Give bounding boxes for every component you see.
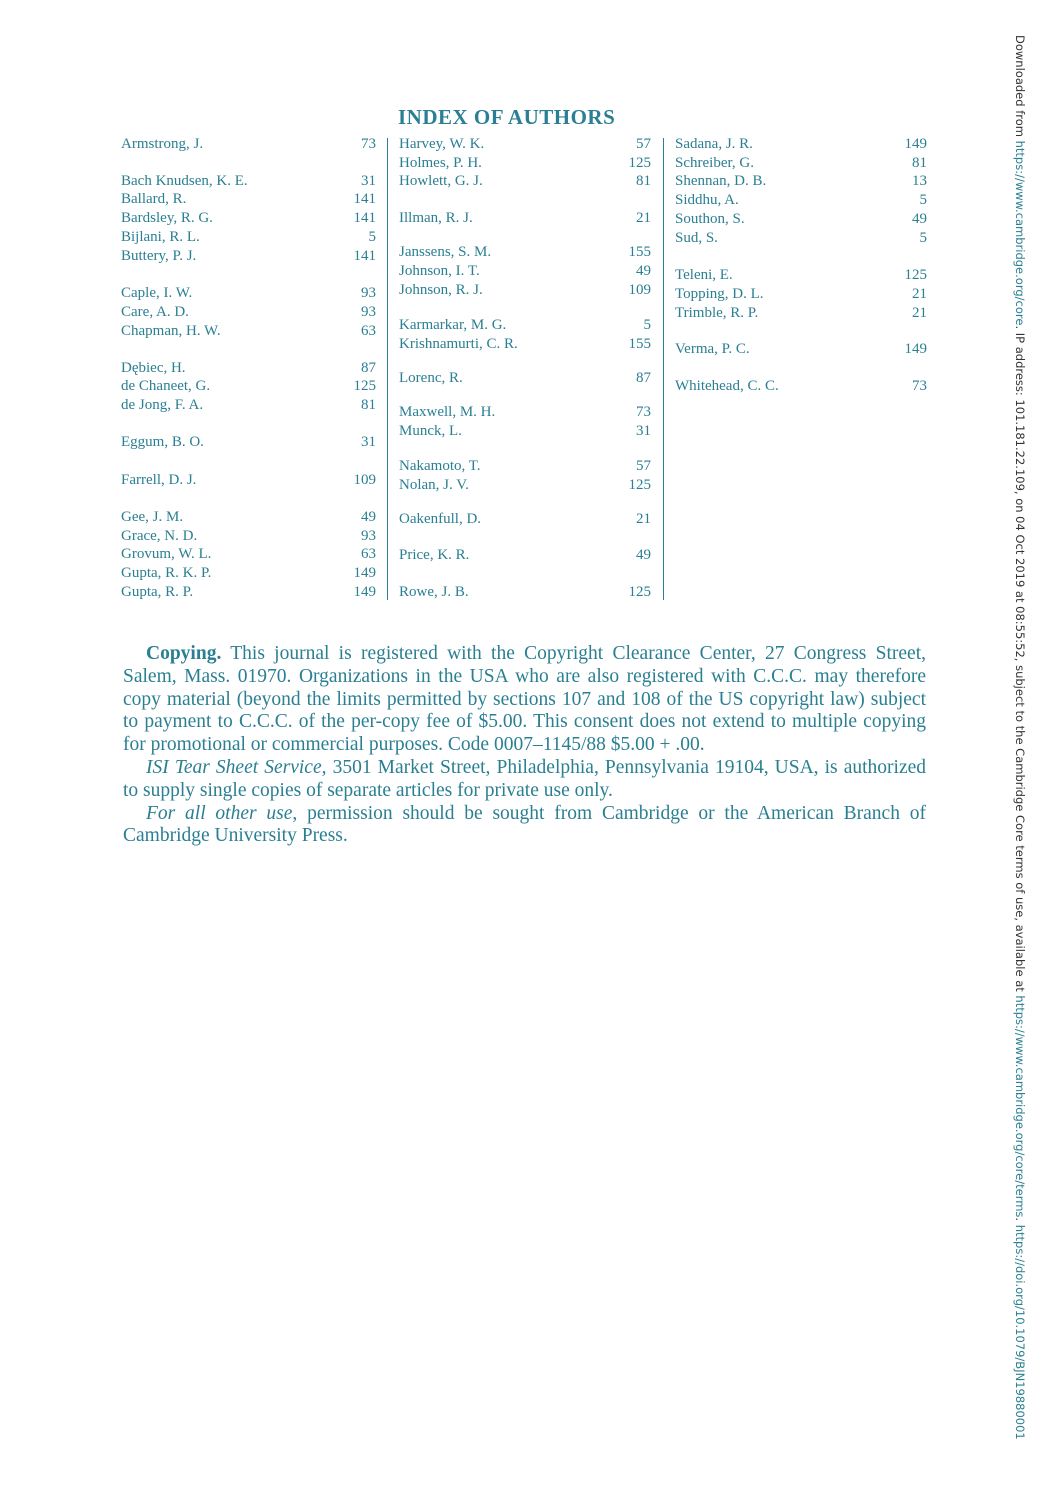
page-number: 21 xyxy=(912,305,927,321)
author-name: Johnson, I. T. xyxy=(399,263,480,279)
author-name: Bijlani, R. L. xyxy=(121,229,200,245)
page-number: 149 xyxy=(353,584,376,600)
index-entry xyxy=(121,508,376,527)
index-entry xyxy=(675,154,927,173)
index-entry xyxy=(399,154,651,173)
author-name: Maxwell, M. H. xyxy=(399,404,496,420)
author-name: Grovum, W. L. xyxy=(121,546,212,562)
index-entry xyxy=(399,243,651,262)
index-entry xyxy=(675,377,927,396)
page-number: 155 xyxy=(628,244,651,260)
download-watermark-text xyxy=(1013,35,1027,1440)
author-name: Johnson, R. J. xyxy=(399,282,483,298)
other-use-text: , permission should be sought from Cambridge or the American Branch of Cambridge University Press. xyxy=(123,802,926,847)
author-name: Grace, N. D. xyxy=(121,528,198,544)
author-name: Teleni, E. xyxy=(675,267,733,283)
author-name: Shennan, D. B. xyxy=(675,173,767,189)
index-entry xyxy=(675,229,927,248)
index-entry xyxy=(121,209,376,228)
watermark-prefix: Downloaded from xyxy=(1013,35,1027,141)
page-number: 73 xyxy=(912,378,927,394)
doi-link[interactable]: https://doi.org/10.1079/BJN19880001 xyxy=(1013,1224,1027,1440)
author-name: Sadana, J. R. xyxy=(675,136,753,152)
index-entry xyxy=(121,377,376,396)
index-entry xyxy=(675,191,927,210)
page-number: 93 xyxy=(361,528,376,544)
column-divider xyxy=(663,138,664,600)
page-number: 57 xyxy=(636,136,651,152)
author-name: Chapman, H. W. xyxy=(121,323,221,339)
page-number: 31 xyxy=(361,173,376,189)
page-number: 149 xyxy=(353,565,376,581)
page-number: 125 xyxy=(628,477,651,493)
page-number: 49 xyxy=(636,263,651,279)
index-entry xyxy=(675,304,927,323)
author-name: Bardsley, R. G. xyxy=(121,210,213,226)
copying-text: This journal is registered with the Copyright Clearance Center, 27 Congress Street, Salem, Mass. 01970. Organizations in the USA who are also registered with C.C.C. may therefore copy material (beyond the limits permitted by sections 107 and 108 of the US copyright law) subject to payment to C.C.C. of the per-copy fee of $5.00. This consent does not extend to multiple copying for promotional or commercial purposes. Code 0007–1145/88 $5.00 + .00. xyxy=(123,643,926,756)
page-number: 21 xyxy=(636,210,651,226)
author-name: Ballard, R. xyxy=(121,191,187,207)
author-name: Eggum, B. O. xyxy=(121,434,204,450)
page-number: 109 xyxy=(353,472,376,488)
page-number: 87 xyxy=(361,360,376,376)
author-name: Buttery, P. J. xyxy=(121,248,197,264)
page-number: 49 xyxy=(361,509,376,525)
index-entry xyxy=(399,510,651,529)
index-entry xyxy=(675,285,927,304)
page-number: 81 xyxy=(636,173,651,189)
author-name: Dębiec, H. xyxy=(121,360,186,376)
author-name: Janssens, S. M. xyxy=(399,244,492,260)
index-entry xyxy=(675,172,927,191)
other-use-paragraph xyxy=(123,803,926,849)
index-entry xyxy=(399,583,651,602)
page-number: 49 xyxy=(912,211,927,227)
index-entry xyxy=(399,172,651,191)
index-entry xyxy=(121,564,376,583)
index-entry xyxy=(675,266,927,285)
index-entry xyxy=(399,403,651,422)
index-entry xyxy=(399,281,651,300)
isi-text: , 3501 Market Street, Philadelphia, Pennsylvania 19104, USA, is authorized to supply single copies of separate articles for private use only. xyxy=(123,756,926,801)
page-number: 149 xyxy=(904,136,927,152)
page-number: 73 xyxy=(636,404,651,420)
author-name: Illman, R. J. xyxy=(399,210,473,226)
page-number: 125 xyxy=(628,155,651,171)
author-name: Whitehead, C. C. xyxy=(675,378,779,394)
index-entry xyxy=(121,527,376,546)
index-entry xyxy=(399,335,651,354)
author-name: Farrell, D. J. xyxy=(121,472,197,488)
page-title: INDEX OF AUTHORS xyxy=(398,105,616,129)
page-number: 81 xyxy=(361,397,376,413)
author-name: de Chaneet, G. xyxy=(121,378,211,394)
author-name: Karmarkar, M. G. xyxy=(399,317,507,333)
index-entry xyxy=(675,340,927,359)
author-name: Topping, D. L. xyxy=(675,286,764,302)
page-number: 5 xyxy=(919,192,927,208)
page-number: 73 xyxy=(361,136,376,152)
author-name: Schreiber, G. xyxy=(675,155,754,171)
author-name: Oakenfull, D. xyxy=(399,511,482,527)
author-name: Armstrong, J. xyxy=(121,136,204,152)
author-name: Nakamoto, T. xyxy=(399,458,481,474)
author-name: Siddhu, A. xyxy=(675,192,739,208)
page-number: 141 xyxy=(353,210,376,226)
author-name: Krishnamurti, C. R. xyxy=(399,336,518,352)
author-name: Lorenc, R. xyxy=(399,370,463,386)
page-number: 93 xyxy=(361,285,376,301)
index-entry xyxy=(399,457,651,476)
author-name: Munck, L. xyxy=(399,423,462,439)
index-entry xyxy=(121,303,376,322)
index-entry xyxy=(121,284,376,303)
page-number: 125 xyxy=(628,584,651,600)
page-number: 31 xyxy=(636,423,651,439)
author-name: Southon, S. xyxy=(675,211,745,227)
index-entry xyxy=(121,583,376,602)
page-number: 109 xyxy=(628,282,651,298)
author-name: Verma, P. C. xyxy=(675,341,750,357)
page-number: 49 xyxy=(636,547,651,563)
download-watermark xyxy=(1013,35,1027,1465)
page-number: 5 xyxy=(368,229,376,245)
index-entry xyxy=(121,172,376,191)
cambridge-core-link[interactable]: https://www.cambridge.org/core xyxy=(1013,140,1027,326)
page-number: 13 xyxy=(912,173,927,189)
index-entry xyxy=(121,228,376,247)
author-name: Price, K. R. xyxy=(399,547,470,563)
author-name: Trimble, R. P. xyxy=(675,305,759,321)
author-name: Bach Knudsen, K. E. xyxy=(121,173,248,189)
isi-paragraph xyxy=(123,757,926,803)
author-name: Harvey, W. K. xyxy=(399,136,485,152)
index-entry xyxy=(399,369,651,388)
page-number: 63 xyxy=(361,546,376,562)
page-number: 81 xyxy=(912,155,927,171)
index-entry xyxy=(121,322,376,341)
author-name: Gee, J. M. xyxy=(121,509,184,525)
copyright-notice xyxy=(123,643,926,848)
watermark-middle: . IP address: 101.181.22.109, on 04 Oct 2019 at 08:55:52, subject to the Cambridge Core terms of use, available at xyxy=(1013,325,1027,996)
page-number: 125 xyxy=(904,267,927,283)
index-entry xyxy=(121,359,376,378)
author-name: Howlett, G. J. xyxy=(399,173,483,189)
other-use-heading: For all other use xyxy=(146,802,293,824)
index-entry xyxy=(675,135,927,154)
index-entry xyxy=(121,433,376,452)
index-entry xyxy=(399,209,651,228)
terms-link[interactable]: https://www.cambridge.org/core/terms xyxy=(1013,995,1027,1218)
index-entry xyxy=(399,316,651,335)
author-name: Sud, S. xyxy=(675,230,718,246)
watermark-sep: . xyxy=(1013,1217,1027,1225)
index-entry xyxy=(121,190,376,209)
page-number: 125 xyxy=(353,378,376,394)
page-number: 21 xyxy=(912,286,927,302)
copying-paragraph xyxy=(123,643,926,757)
index-entry xyxy=(121,135,376,154)
index-entry xyxy=(399,422,651,441)
author-name: Caple, I. W. xyxy=(121,285,193,301)
index-entry xyxy=(399,476,651,495)
author-name: Gupta, R. K. P. xyxy=(121,565,212,581)
copying-heading: Copying. xyxy=(146,643,222,664)
page-number: 93 xyxy=(361,304,376,320)
author-name: Gupta, R. P. xyxy=(121,584,194,600)
page-number: 155 xyxy=(628,336,651,352)
author-name: Holmes, P. H. xyxy=(399,155,482,171)
author-name: Rowe, J. B. xyxy=(399,584,469,600)
column-divider xyxy=(387,138,388,600)
page-number: 141 xyxy=(353,191,376,207)
page-number: 21 xyxy=(636,511,651,527)
isi-heading: ISI Tear Sheet Service xyxy=(146,756,322,778)
author-name: de Jong, F. A. xyxy=(121,397,204,413)
index-entry xyxy=(399,546,651,565)
index-entry xyxy=(675,210,927,229)
page-number: 63 xyxy=(361,323,376,339)
page-number: 5 xyxy=(643,317,651,333)
index-entry xyxy=(399,135,651,154)
index-entry xyxy=(121,471,376,490)
page-number: 141 xyxy=(353,248,376,264)
page-number: 31 xyxy=(361,434,376,450)
page-number: 57 xyxy=(636,458,651,474)
page-number: 149 xyxy=(904,341,927,357)
page-number: 87 xyxy=(636,370,651,386)
author-name: Nolan, J. V. xyxy=(399,477,469,493)
index-entry xyxy=(121,247,376,266)
index-entry xyxy=(121,396,376,415)
author-name: Care, A. D. xyxy=(121,304,189,320)
index-entry xyxy=(121,545,376,564)
page-number: 5 xyxy=(919,230,927,246)
index-entry xyxy=(399,262,651,281)
